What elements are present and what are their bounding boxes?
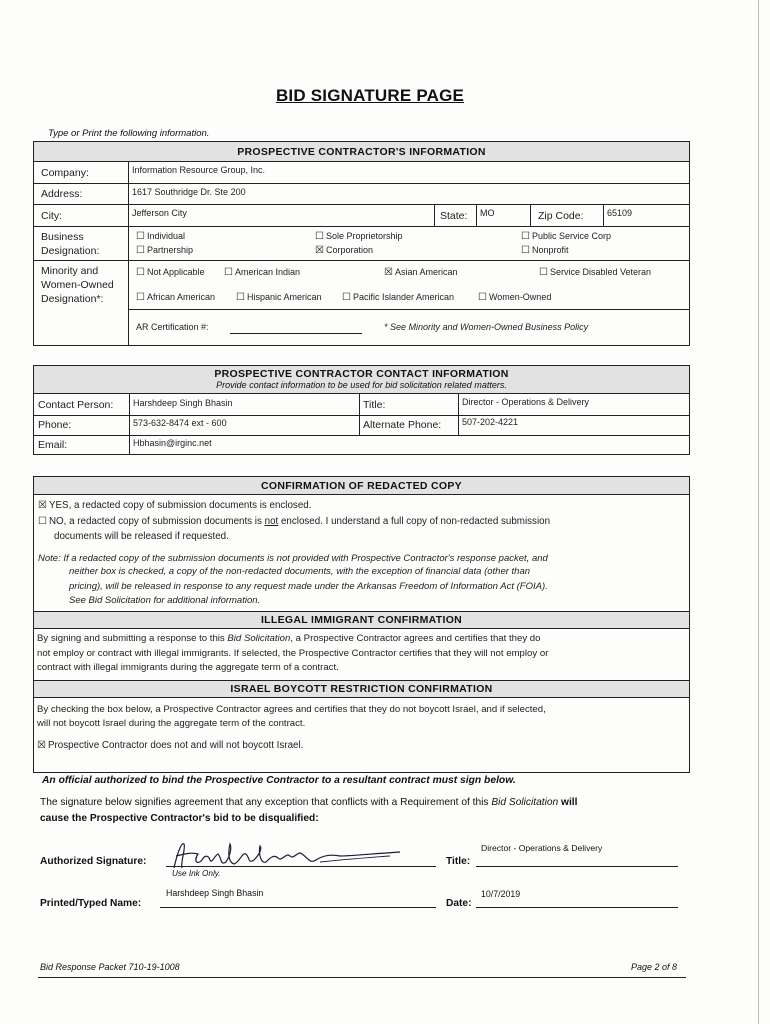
date-value[interactable]: 10/7/2019 xyxy=(481,889,521,899)
zip-label: Zip Code: xyxy=(538,210,584,222)
checkbox-icon: ☐ xyxy=(136,267,145,278)
date-label: Date: xyxy=(446,898,472,909)
contact-person-label: Contact Person: xyxy=(38,399,114,411)
ar-certification-label: AR Certification #: xyxy=(136,322,209,332)
title-label: Title: xyxy=(446,856,471,867)
minority-label-2: Women-Owned xyxy=(41,279,114,291)
immigrant-line-2: not employ or contract with illegal immigrants. If selected, the Prospective Contractor certifies that they will not employ or xyxy=(37,648,549,659)
minority-label-3: Designation*: xyxy=(41,293,104,305)
printed-name-value[interactable]: Harshdeep Singh Bhasin xyxy=(166,888,264,898)
business-label-2: Designation: xyxy=(41,245,100,257)
immigrant-line-3: contract with illegal immigrants during the aggregate term of a contract. xyxy=(37,662,339,673)
checkbox-icon: ☐ xyxy=(136,231,145,242)
alternate-phone-field[interactable]: 507-202-4221 xyxy=(462,417,519,427)
contact-title-label: Title: xyxy=(363,399,386,411)
title-line xyxy=(476,866,678,867)
checkbox-icon: ☐ xyxy=(136,245,145,256)
state-field[interactable]: MO xyxy=(480,208,495,218)
zip-field[interactable]: 65109 xyxy=(607,208,633,218)
public-service-corp-option[interactable]: ☐ Public Service Corp xyxy=(521,231,611,242)
redacted-no-option[interactable]: ☐ NO, a redacted copy of submission documents is not enclosed. I understand a full copy of non-redacted submission xyxy=(38,516,551,527)
signature-scribble xyxy=(170,838,410,874)
hispanic-american-option[interactable]: ☐ Hispanic American xyxy=(236,292,322,303)
handwritten-signature xyxy=(170,838,410,874)
authorized-signature-label: Authorized Signature: xyxy=(40,856,147,867)
use-ink-note: Use Ink Only. xyxy=(172,869,221,878)
phone-label: Phone: xyxy=(38,419,72,431)
immigrant-heading: ILLEGAL IMMIGRANT CONFIRMATION xyxy=(34,612,689,629)
israel-heading: ISRAEL BOYCOTT RESTRICTION CONFIRMATION xyxy=(34,681,689,698)
checkbox-icon: ☐ xyxy=(478,292,487,303)
corporation-option[interactable]: ☒ Corporation xyxy=(315,245,373,256)
american-indian-option[interactable]: ☐ American Indian xyxy=(224,267,301,278)
state-label: State: xyxy=(440,210,468,222)
phone-field[interactable]: 573-632-8474 ext - 600 xyxy=(133,418,227,428)
checkbox-icon: ☐ xyxy=(136,292,145,303)
city-field[interactable]: Jefferson City xyxy=(132,208,187,218)
african-american-option[interactable]: ☐ African American xyxy=(136,292,215,303)
title-value[interactable]: Director - Operations & Delivery xyxy=(481,843,603,853)
page-title: BID SIGNATURE PAGE xyxy=(275,86,465,105)
agreement-line-1: The signature below signifies agreement that any exception that conflicts with a Requirement of this Bid Solicitation will xyxy=(40,797,578,808)
checkbox-icon: ☐ xyxy=(521,245,530,256)
email-field[interactable]: Hbhasin@irginc.net xyxy=(133,438,212,448)
contact-person-field[interactable]: Harshdeep Singh Bhasin xyxy=(133,398,233,408)
checkbox-icon: ☐ xyxy=(38,516,47,527)
nonprofit-option[interactable]: ☐ Nonprofit xyxy=(521,245,569,256)
printed-name-label: Printed/Typed Name: xyxy=(40,898,142,909)
not-applicable-option[interactable]: ☐ Not Applicable xyxy=(136,267,205,278)
checked-box-icon: ☒ xyxy=(315,245,324,256)
contact-info-subtitle: Provide contact information to be used for bid solicitation related matters. xyxy=(216,380,507,390)
checkbox-icon: ☐ xyxy=(342,292,351,303)
partnership-option[interactable]: ☐ Partnership xyxy=(136,245,193,256)
checkbox-icon: ☐ xyxy=(224,267,233,278)
minority-label-1: Minority and xyxy=(41,265,99,277)
contractor-info-heading: PROSPECTIVE CONTRACTOR'S INFORMATION xyxy=(34,142,689,162)
individual-option[interactable]: ☐ Individual xyxy=(136,231,185,242)
redacted-heading: CONFIRMATION OF REDACTED COPY xyxy=(34,477,689,495)
agreement-line-2: cause the Prospective Contractor's bid to be disqualified: xyxy=(40,813,319,824)
contact-title-field[interactable]: Director - Operations & Delivery xyxy=(462,397,590,407)
instruction-text: Type or Print the following information. xyxy=(48,128,210,139)
redacted-yes-option[interactable]: ☒ YES, a redacted copy of submission documents is enclosed. xyxy=(38,500,312,511)
contact-info-heading xyxy=(34,366,689,394)
footer-packet: Bid Response Packet 710-19-1008 xyxy=(40,962,180,972)
address-label: Address: xyxy=(41,188,83,200)
footer-page: Page 2 of 8 xyxy=(631,962,678,972)
checkbox-icon: ☐ xyxy=(521,231,530,242)
women-owned-option[interactable]: ☐ Women-Owned xyxy=(478,292,552,303)
alternate-phone-label: Alternate Phone: xyxy=(363,419,442,431)
redacted-note-line-2: neither box is checked, a copy of the non-redacted documents, with the exception of financial data (other than xyxy=(69,566,531,577)
city-label: City: xyxy=(41,210,62,222)
immigrant-line-1: By signing and submitting a response to this Bid Solicitation, a Prospective Contractor agrees and certifies that they do xyxy=(37,633,541,644)
date-line xyxy=(476,907,678,908)
contact-info-title: PROSPECTIVE CONTRACTOR CONTACT INFORMATION xyxy=(214,368,509,380)
printed-name-line xyxy=(160,907,436,908)
checkbox-icon: ☐ xyxy=(236,292,245,303)
email-label: Email: xyxy=(38,439,68,451)
business-label-1: Business xyxy=(41,231,84,243)
israel-line-1: By checking the box below, a Prospective Contractor agrees and certifies that they do not boycott Israel, and if selected, xyxy=(37,704,546,715)
redacted-note-line-4: See Bid Solicitation for additional information. xyxy=(69,595,261,606)
israel-line-2: will not boycott Israel during the aggregate term of the contract. xyxy=(37,718,306,729)
company-label: Company: xyxy=(41,167,89,179)
pacific-islander-option[interactable]: ☐ Pacific Islander American xyxy=(342,292,455,303)
checked-box-icon: ☒ xyxy=(38,500,47,511)
redacted-note-line-3: pricing), will be released in response to any request made under the Arkansas Freedom of Information Act (FOIA). xyxy=(69,581,548,592)
service-disabled-veteran-option[interactable]: ☐ Service Disabled Veteran xyxy=(539,267,652,278)
redacted-note-line-1: Note: If a redacted copy of the submission documents is not provided with Prospective Contractor's response packet, and xyxy=(38,553,548,564)
checkbox-icon: ☐ xyxy=(315,231,324,242)
sole-proprietorship-option[interactable]: ☐ Sole Proprietorship xyxy=(315,231,403,242)
address-field[interactable]: 1617 Southridge Dr. Ste 200 xyxy=(132,187,246,197)
checked-box-icon: ☒ xyxy=(384,267,393,278)
company-field[interactable]: Information Resource Group, Inc. xyxy=(132,165,266,175)
policy-note: * See Minority and Women-Owned Business Policy xyxy=(384,322,589,332)
official-notice: An official authorized to bind the Prospective Contractor to a resultant contract must sign below. xyxy=(42,775,516,786)
checkbox-icon: ☐ xyxy=(539,267,548,278)
redacted-no-continued: documents will be released if requested. xyxy=(54,531,229,542)
asian-american-option[interactable]: ☒ Asian American xyxy=(384,267,458,278)
israel-checkbox[interactable]: ☒ Prospective Contractor does not and will not boycott Israel. xyxy=(37,740,304,751)
ar-certification-field[interactable] xyxy=(230,333,362,334)
checked-box-icon: ☒ xyxy=(37,740,46,751)
